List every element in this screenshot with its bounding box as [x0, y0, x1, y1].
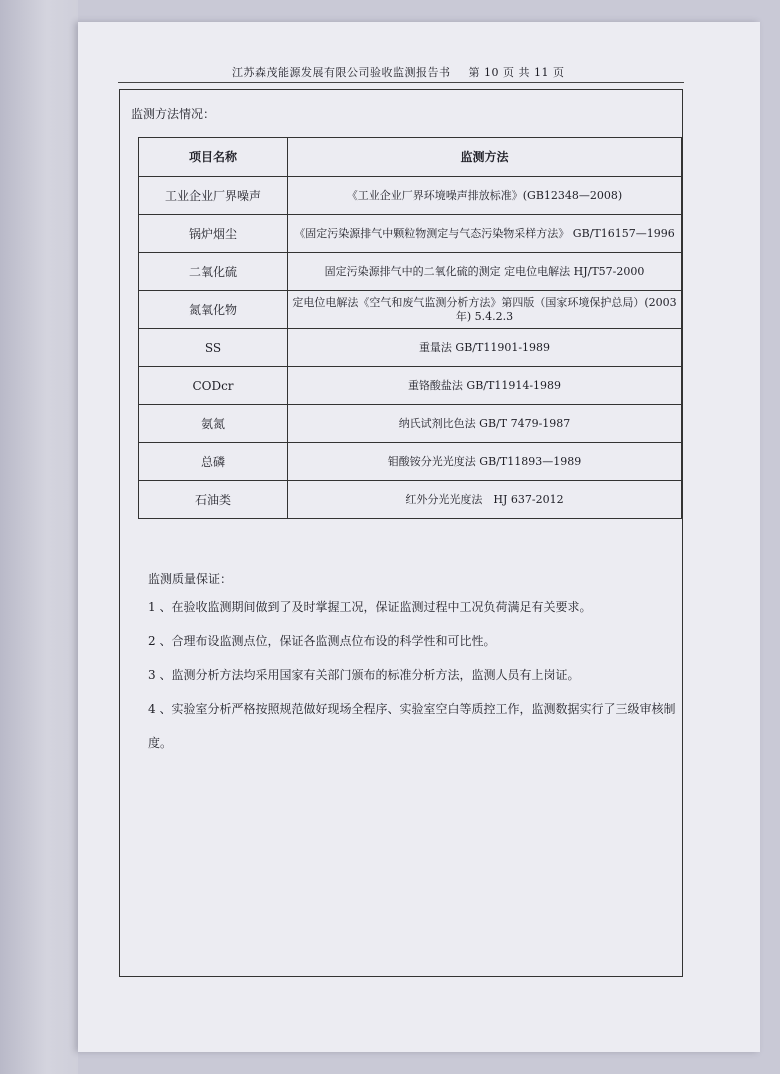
- table-row: [139, 329, 682, 367]
- method-text: 《工业企业厂界环境噪声排放标准》(GB12348—2008): [288, 177, 682, 215]
- qa-item-4: 4 、实验室分析严格按照规范做好现场全程序、实验室空白等质控工作，监测数据实行了三级审核制度。: [148, 702, 676, 750]
- method-text: 《固定污染源排气中颗粒物测定与气态污染物采样方法》 GB/T16157—1996: [288, 215, 682, 253]
- table-row: [139, 405, 682, 443]
- method-text: 红外分光光度法 HJ 637-2012: [288, 481, 682, 519]
- table-row: [139, 215, 682, 253]
- item-name: 总磷: [139, 443, 288, 481]
- qa-item-1: 1 、在验收监测期间做到了及时掌握工况，保证监测过程中工况负荷满足有关要求。: [148, 600, 592, 614]
- page-header: [232, 64, 632, 80]
- method-text: 重铬酸盐法 GB/T11914-1989: [288, 367, 682, 405]
- table-row: [139, 291, 682, 329]
- method-text: 重量法 GB/T11901-1989: [288, 329, 682, 367]
- table-row: [139, 253, 682, 291]
- qa-item-2: 2 、合理布设监测点位，保证各监测点位布设的科学性和可比性。: [148, 634, 496, 648]
- item-name: 氨氮: [139, 405, 288, 443]
- report-title: 江苏森茂能源发展有限公司验收监测报告书: [232, 66, 451, 79]
- method-text: 钼酸铵分光光度法 GB/T11893—1989: [288, 443, 682, 481]
- item-name: SS: [139, 329, 288, 367]
- item-name: CODcr: [139, 367, 288, 405]
- page-gutter-shadow: [0, 0, 78, 1074]
- table-header-row: [139, 138, 682, 177]
- page-number: 第 10 页 共 11 页: [468, 66, 565, 79]
- method-text: 固定污染源排气中的二氧化硫的测定 定电位电解法 HJ/T57-2000: [288, 253, 682, 291]
- method-text: 定电位电解法《空气和废气监测分析方法》第四版（国家环境保护总局）(2003 年) 5.4.2.3: [288, 291, 682, 329]
- method-text: 纳氏试剂比色法 GB/T 7479-1987: [288, 405, 682, 443]
- qa-item-3: 3 、监测分析方法均采用国家有关部门颁布的标准分析方法，监测人员有上岗证。: [148, 668, 580, 682]
- section-title: 监测方法情况：: [131, 107, 216, 121]
- table-row: [139, 481, 682, 519]
- item-name: 工业企业厂界噪声: [139, 177, 288, 215]
- methods-table: [138, 137, 682, 519]
- header-rule: [118, 82, 684, 83]
- table-row: [139, 367, 682, 405]
- column-header-item: 项目名称: [139, 138, 288, 177]
- column-header-method: 监测方法: [288, 138, 682, 177]
- item-name: 锅炉烟尘: [139, 215, 288, 253]
- table-row: [139, 443, 682, 481]
- table-row: [139, 177, 682, 215]
- qa-title: 监测质量保证：: [148, 572, 233, 586]
- item-name: 氮氧化物: [139, 291, 288, 329]
- item-name: 石油类: [139, 481, 288, 519]
- item-name: 二氧化硫: [139, 253, 288, 291]
